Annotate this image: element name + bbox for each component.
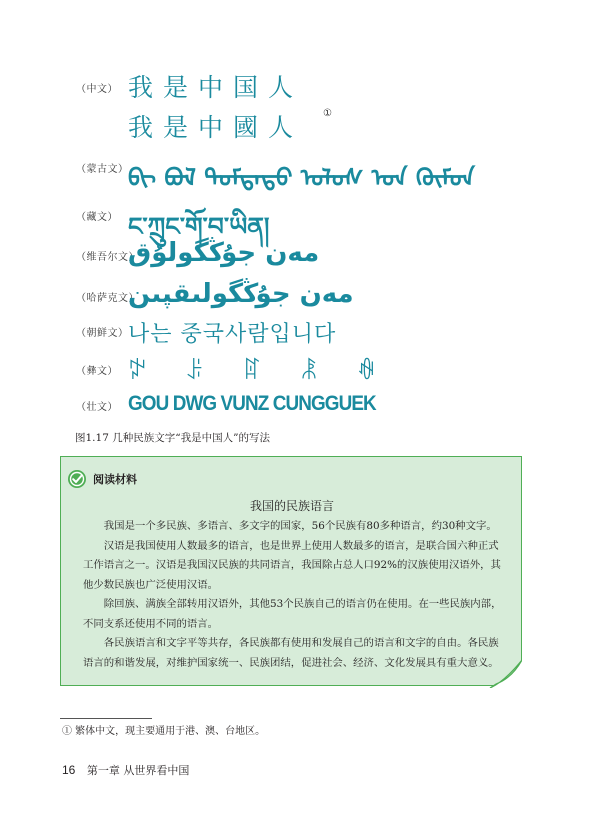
script-sample: GOU DWG VUNZ CUNGGUEK bbox=[128, 392, 376, 415]
footnote-divider bbox=[60, 718, 152, 719]
chapter-title: 第一章 从世界看中国 bbox=[86, 764, 190, 777]
paragraph: 汉语是我国使用人数最多的语言，也是世界上使用人数最多的语言，是联合国六种正式工作语言之一。汉语是我国汉民族的共同语言，我国除占总人口92%的汉族使用汉语外，其他少数民族也广泛使用汉语。 bbox=[83, 539, 501, 591]
paragraph: 各民族语言和文字平等共存，各民族都有使用和发展自己的语言和文字的自由。各民族语言的和谐发展，对维护国家统一、民族团结，促进社会、经济、文化发展具有重大意义。 bbox=[83, 637, 499, 669]
footnote: ① 繁体中文，现主要通用于港、澳、台地区。 bbox=[62, 726, 266, 737]
checkmark-badge-icon bbox=[67, 469, 87, 489]
script-row-chinese bbox=[0, 68, 600, 108]
paragraph: 除回族、满族全部转用汉语外，其他53个民族自己的语言仍在使用。在一些民族内部，不同支系还使用不同的语言。 bbox=[83, 598, 502, 630]
script-row-traditional-chinese bbox=[0, 108, 600, 148]
footnote-marker: ① bbox=[323, 108, 332, 119]
page-curl-decoration bbox=[482, 660, 522, 688]
language-label: （壮文） bbox=[76, 402, 118, 413]
figure-caption: 图1.17 几种民族文字“我是中国人”的写法 bbox=[75, 432, 270, 444]
script-sample: ᠪᠢ ᠪᠣᠯ ᠳᠤᠮᠳᠠᠳᠤ ᠤᠯᠤᠰ ᠤᠨ ᠬᠦᠮᠦᠨ bbox=[128, 163, 475, 192]
language-label: （中文） bbox=[76, 84, 118, 95]
language-label: （哈萨克文） bbox=[76, 293, 139, 304]
reading-material-box bbox=[60, 456, 522, 686]
script-row-zhuang bbox=[0, 386, 600, 426]
page-number: 16 bbox=[62, 763, 76, 777]
script-sample: مەن جۇڭگولۇق bbox=[128, 238, 320, 268]
script-sample: 나는 중국사람입니다 bbox=[128, 322, 337, 347]
script-row-kazakh bbox=[0, 277, 600, 317]
paragraph: 我国是一个多民族、多语言、多文字的国家，56个民族有80多种语言，约30种文字。 bbox=[103, 520, 497, 532]
language-label: （彝文） bbox=[76, 366, 118, 377]
script-sample: 我是中國人 bbox=[128, 113, 304, 142]
reading-material-body bbox=[83, 517, 503, 673]
language-label: （朝鲜文） bbox=[76, 328, 129, 339]
reading-material-title: 我国的民族语言 bbox=[249, 499, 334, 513]
script-row-mongolian bbox=[0, 148, 600, 192]
language-label: （藏文） bbox=[76, 212, 118, 223]
script-sample: مەن جۇڭگولىقپىن bbox=[128, 279, 354, 309]
language-label: （维吾尔文） bbox=[76, 252, 139, 263]
reading-material-label: 阅读材料 bbox=[93, 473, 137, 486]
script-sample: ꉢ ꌠ ꍏ ꂿ ꊿ bbox=[128, 357, 388, 385]
script-sample: 我是中国人 bbox=[128, 73, 304, 102]
script-row-tibetan bbox=[0, 196, 600, 241]
script-row-korean bbox=[0, 312, 600, 352]
language-label: （蒙古文） bbox=[76, 164, 129, 175]
page-footer bbox=[62, 762, 189, 778]
script-row-uyghur bbox=[0, 236, 600, 276]
script-sample: ང་ཀྲུང་གོ་བ་ཡིན། bbox=[128, 212, 270, 241]
script-row-yi bbox=[0, 350, 600, 390]
